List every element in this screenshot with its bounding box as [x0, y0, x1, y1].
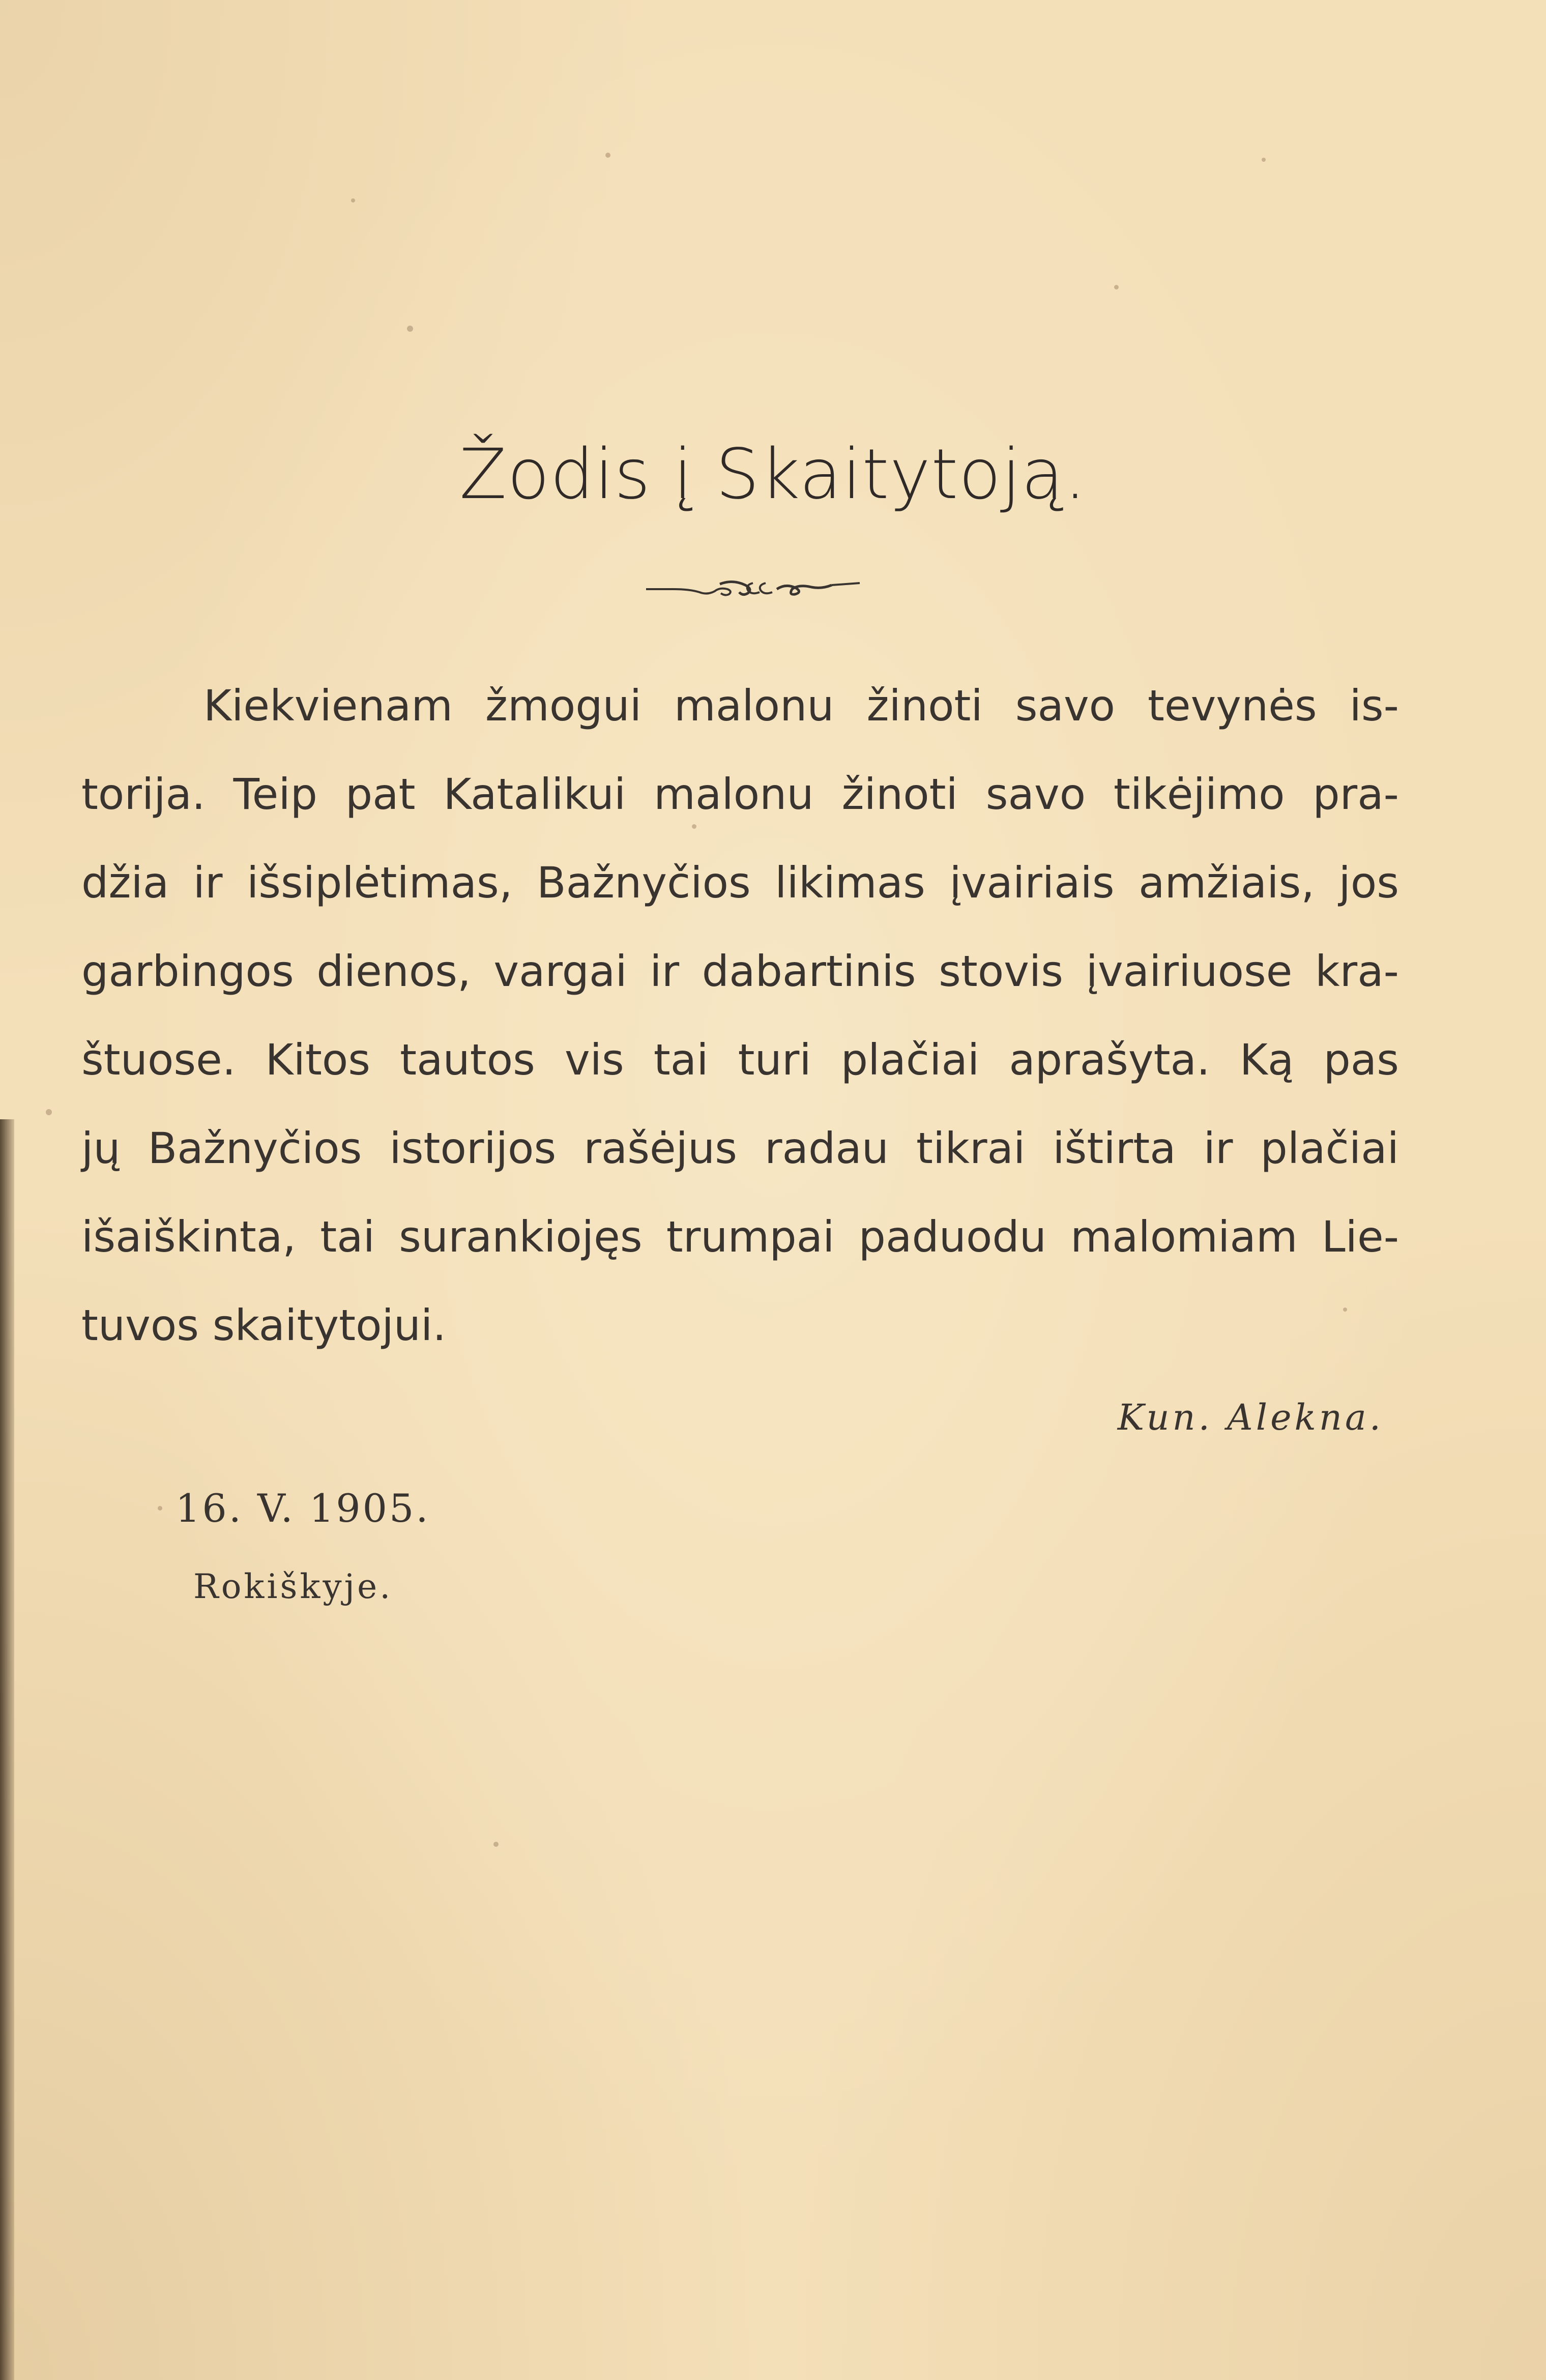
paper-speck [351, 198, 355, 202]
author-signature: Kun. Alekna. [1117, 1397, 1384, 1438]
text-line: štuose. Kitos tautos vis tai turi plačiai aprašyta. Ką pas [81, 1035, 1399, 1085]
text-line: garbingos dienos, vargai ir dabartinis stovis įvairiuose kra- [81, 946, 1399, 996]
text-line: tuvos skaitytojui. [81, 1300, 447, 1350]
text-line: jų Bažnyčios istorijos rašėjus radau tikrai ištirta ir plačiai [81, 1123, 1399, 1173]
paper-speck [1262, 158, 1266, 162]
page-title: Žodis į Skaitytoją. [459, 434, 1087, 515]
text-line: torija. Teip pat Katalikui malonu žinoti savo tikėjimo pra- [81, 769, 1399, 819]
ornament-divider [644, 574, 862, 599]
place-line: Rokiškyje. [193, 1567, 393, 1606]
text-line: išaiškinta, tai surankiojęs trumpai paduodu malomiam Lie- [81, 1212, 1399, 1262]
paper-speck [407, 326, 413, 332]
text-line: Kiekvienam žmogui malonu žinoti savo tevynės is- [203, 681, 1399, 731]
text-line: džia ir išsiplėtimas, Bažnyčios likimas įvairiais amžiais, jos [81, 858, 1399, 908]
body-paragraph [81, 661, 1399, 1370]
paper-speck [605, 153, 610, 158]
paper-speck [493, 1842, 499, 1847]
paper-speck [1114, 285, 1119, 289]
page-edge [0, 1119, 14, 2380]
paper-speck [46, 1109, 52, 1115]
date-line: 16. V. 1905. [176, 1486, 430, 1531]
paper-speck [158, 1506, 162, 1511]
